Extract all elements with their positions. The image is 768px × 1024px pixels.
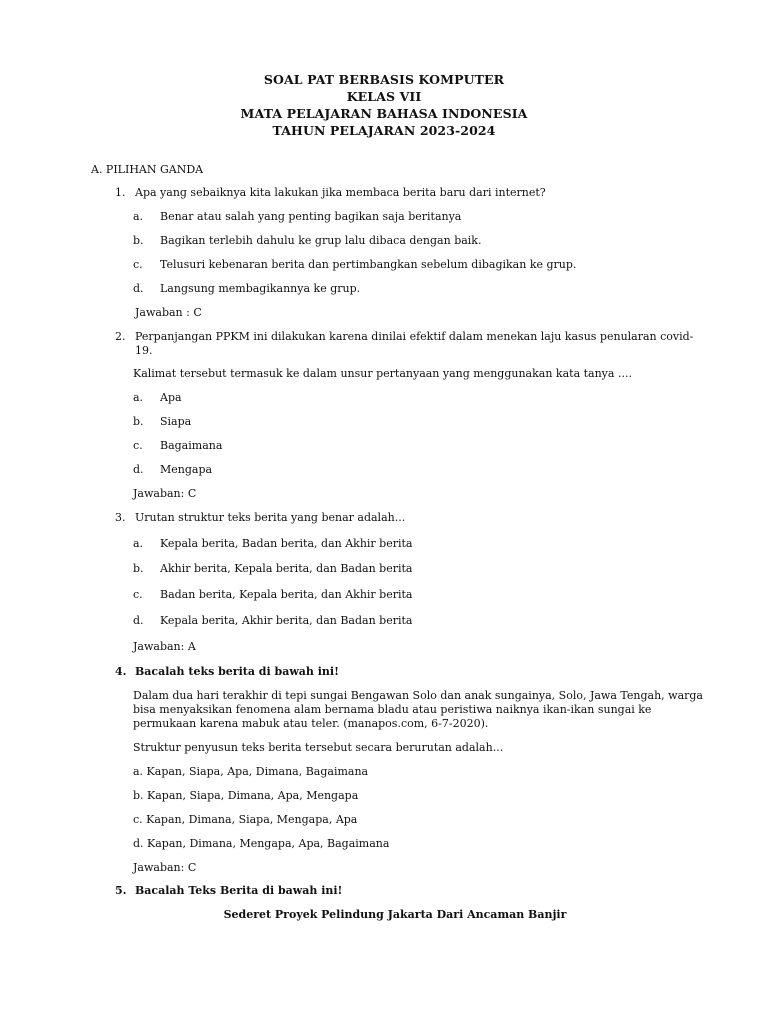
doc-title-line-4: TAHUN PELAJARAN 2023-2024: [272, 123, 496, 138]
option-letter: b.: [133, 415, 144, 428]
passage-line-3: permukaan karena mabuk atau teler. (manapos.com, 6-7-2020).: [133, 717, 489, 730]
question-number: 2.: [115, 330, 126, 343]
option-text: b. Kapan, Siapa, Dimana, Apa, Mengapa: [133, 789, 359, 802]
option-letter: a.: [133, 391, 144, 404]
option-text: Badan berita, Kepala berita, dan Akhir berita: [160, 588, 413, 601]
question-text-line-1: Perpanjangan PPKM ini dilakukan karena dinilai efektif dalam menekan laju kasus penularan covid-: [135, 330, 694, 343]
doc-title-line-3: MATA PELAJARAN BAHASA INDONESIA: [240, 106, 528, 121]
option-text: Siapa: [160, 415, 192, 428]
passage-line-2: bisa menyaksikan fenomena alam bernama bladu atau peristiwa naiknya ikan-ikan sungai ke: [133, 703, 652, 716]
question-number: 1.: [115, 186, 126, 199]
option-letter: a.: [133, 537, 144, 550]
option-text: Kepala berita, Badan berita, dan Akhir berita: [160, 537, 413, 550]
question-prompt: Kalimat tersebut termasuk ke dalam unsur pertanyaan yang menggunakan kata tanya ....: [133, 367, 632, 380]
answer-text: Jawaban: A: [133, 640, 196, 653]
question-text: Urutan struktur teks berita yang benar adalah...: [135, 511, 406, 524]
answer-text: Jawaban: C: [133, 861, 197, 874]
news-headline: Sederet Proyek Pelindung Jakarta Dari Ancaman Banjir: [223, 908, 567, 921]
option-text: c. Kapan, Dimana, Siapa, Mengapa, Apa: [133, 813, 358, 826]
option-letter: c.: [133, 588, 143, 601]
option-text: Benar atau salah yang penting bagikan saja beritanya: [160, 210, 462, 223]
option-letter: d.: [133, 614, 144, 627]
option-letter: d.: [133, 463, 144, 476]
option-letter: b.: [133, 234, 144, 247]
option-letter: c.: [133, 258, 143, 271]
question-text: Bacalah teks berita di bawah ini!: [135, 665, 339, 678]
option-letter: b.: [133, 562, 144, 575]
doc-title-line-1: SOAL PAT BERBASIS KOMPUTER: [263, 72, 505, 87]
question-prompt: Struktur penyusun teks berita tersebut secara berurutan adalah...: [133, 741, 504, 754]
option-text: Kepala berita, Akhir berita, dan Badan berita: [160, 614, 413, 627]
passage-line-1: Dalam dua hari terakhir di tepi sungai Bengawan Solo dan anak sungainya, Solo, Jawa Tengah, warga: [133, 689, 703, 702]
option-text: a. Kapan, Siapa, Apa, Dimana, Bagaimana: [133, 765, 369, 778]
question-text: Apa yang sebaiknya kita lakukan jika membaca berita baru dari internet?: [135, 186, 546, 199]
option-text: Bagaimana: [160, 439, 223, 452]
question-text-line-2: 19.: [135, 344, 153, 357]
doc-title-line-2: KELAS VII: [346, 89, 422, 104]
option-text: Langsung membagikannya ke grup.: [160, 282, 361, 295]
option-text: Apa: [160, 391, 182, 404]
option-text: Akhir berita, Kepala berita, dan Badan berita: [160, 562, 413, 575]
option-text: Telusuri kebenaran berita dan pertimbangkan sebelum dibagikan ke grup.: [160, 258, 577, 271]
option-text: Bagikan terlebih dahulu ke grup lalu dibaca dengan baik.: [160, 234, 482, 247]
answer-text: Jawaban : C: [135, 306, 202, 319]
question-number: 4.: [115, 665, 127, 678]
question-number: 5.: [115, 884, 127, 897]
option-letter: c.: [133, 439, 143, 452]
option-letter: d.: [133, 282, 144, 295]
answer-text: Jawaban: C: [133, 487, 197, 500]
option-text: Mengapa: [160, 463, 213, 476]
option-letter: a.: [133, 210, 144, 223]
question-number: 3.: [115, 511, 126, 524]
option-text: d. Kapan, Dimana, Mengapa, Apa, Bagaimana: [133, 837, 390, 850]
question-text: Bacalah Teks Berita di bawah ini!: [135, 884, 343, 897]
section-heading: A. PILIHAN GANDA: [91, 163, 204, 176]
